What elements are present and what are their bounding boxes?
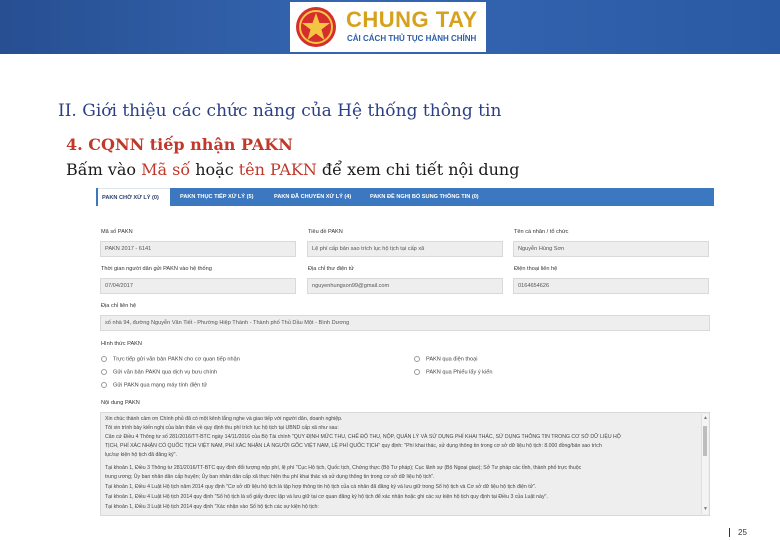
thoi-gian-label: Thời gian người dân gửi PAKN vào hệ thống xyxy=(101,266,212,272)
option-label: Trực tiếp gửi văn bản PAKN cho cơ quan tiếp nhận xyxy=(113,356,240,363)
instruction-suffix: để xem chi tiết nội dung xyxy=(316,160,520,179)
hinh-thuc-option-mang-may-tinh[interactable] xyxy=(101,382,207,388)
email-field[interactable]: nguyenhungson99@gmail.com xyxy=(307,278,503,294)
option-label: Gửi văn bản PAKN qua dịch vụ bưu chính xyxy=(113,369,218,376)
dien-thoai-label: Điện thoại liên hệ xyxy=(514,266,558,272)
radio-icon[interactable] xyxy=(101,382,107,388)
ten-ca-nhan-label: Tên cá nhân / tổ chức xyxy=(514,229,569,235)
page-number-value: 25 xyxy=(738,528,747,537)
tab-pakn-de-nghi-bo-sung[interactable]: PAKN ĐỀ NGHỊ BỔ SUNG THÔNG TIN (0) xyxy=(370,194,479,200)
star-emblem-icon xyxy=(294,5,338,49)
noi-dung-label: Nội dung PAKN xyxy=(101,400,140,406)
content-line: Căn cứ Điều 4 Thông tư số 281/2016/TT-BTC ngày 14/11/2016 của Bộ Tài chính "QUY ĐỊNH MỨC THU, CHẾ ĐỘ THU, NỘP, QUẢN LÝ VÀ SỬ DỤNG PHÍ KHAI THÁC, SỬ DỤNG THÔNG TIN TRONG CƠ SỞ DỮ LIỆU HỘ xyxy=(105,434,621,440)
hinh-thuc-option-phieu-lay-y-kien[interactable] xyxy=(414,369,492,375)
radio-icon[interactable] xyxy=(101,356,107,362)
content-line: TỊCH, PHÍ XÁC NHẬN CÓ QUỐC TỊCH VIỆT NAM, PHÍ XÁC NHẬN LÀ NGƯỜI GỐC VIỆT NAM, LỆ PHÍ QUỐC TỊCH" quy định: "Phí khai thác, sử dụng thông tin trong cơ sở dữ liệu hộ tịch: 8.000 đồng/bản sao trích xyxy=(105,443,602,449)
page-number xyxy=(729,528,747,537)
tab-pakn-cho-xu-ly[interactable]: PAKN CHỜ XỬ LÝ (0) xyxy=(98,188,170,206)
ten-ca-nhan-field[interactable]: Nguyễn Hùng Sơn xyxy=(513,241,709,257)
page-divider xyxy=(729,528,730,537)
content-line: Tại khoản 1, Điều 4 Luật Hộ tịch năm 2014 quy định "Cơ sở dữ liệu hộ tịch là tập hợp thông tin hộ tịch của cá nhân đã đăng ký và lưu giữ trong Sổ hộ tịch và Cơ sở dữ liệu hộ tịch điện tử". xyxy=(105,484,537,490)
dia-chi-field[interactable]: số nhà 94, đường Nguyễn Văn Tiết - Phường Hiệp Thành - Thành phố Thủ Dầu Một - Bình Dương xyxy=(100,315,710,331)
instruction-highlight-ma-so: Mã số xyxy=(141,160,191,179)
thoi-gian-field[interactable]: 07/04/2017 xyxy=(100,278,296,294)
content-line: trung ương; Ủy ban nhân dân cấp huyện; Ủy ban nhân dân cấp xã thực hiện thu phí khai thác và sử dụng thông tin trong cơ sở dữ liệu hộ tịch". xyxy=(105,474,435,480)
content-line: Tại khoản 1, Điều 3 Thông tư 281/2016/TT-BTC quy định đối tượng nộp phí, lệ phí "Cục Hộ tịch, Quốc tịch, Chứng thực (Bộ Tư pháp); Cục lãnh sự (Bộ Ngoại giao); Sở Tư pháp các tỉnh, thành phố trực thuộc xyxy=(105,465,582,471)
option-label: Gửi PAKN qua mạng máy tính điện tử xyxy=(113,382,208,389)
brand-name: CHUNG TAY xyxy=(346,7,478,32)
content-line: Tôi xin trình bày kiến nghị của bản thân về quy định thu phí trích lục hộ tịch tại UBND cấp xã như sau: xyxy=(105,425,339,431)
pakn-detail-form xyxy=(96,188,714,518)
hinh-thuc-option-truc-tiep[interactable] xyxy=(101,356,240,362)
hinh-thuc-label: Hình thức PAKN xyxy=(101,341,142,347)
scrollbar-thumb[interactable] xyxy=(703,426,707,456)
scroll-up-arrow-icon[interactable]: ▲ xyxy=(703,415,708,421)
content-scrollbar[interactable] xyxy=(701,414,708,514)
slide-title: II. Giới thiệu các chức năng của Hệ thống thông tin xyxy=(58,101,502,121)
instruction-text xyxy=(66,160,519,179)
brand-tagline: CẢI CÁCH THỦ TỤC HÀNH CHÍNH xyxy=(347,34,477,43)
top-banner xyxy=(0,0,780,54)
ma-so-field[interactable]: PAKN 2017 - 6141 xyxy=(100,241,296,257)
instruction-middle: hoặc xyxy=(190,160,239,179)
content-line: Tại khoản 1, Điều 3 Luật Hộ tịch 2014 quy định "Xác nhận vào Sổ hộ tịch các sự kiện hộ tịch: xyxy=(105,504,319,510)
hinh-thuc-option-dien-thoai[interactable] xyxy=(414,356,478,362)
chung-tay-logo xyxy=(290,2,486,52)
tab-pakn-thuc-tiep-xu-ly[interactable]: PAKN THỤC TIẾP XỬ LÝ (5) xyxy=(180,194,254,200)
hinh-thuc-option-buu-chinh[interactable] xyxy=(101,369,217,375)
radio-icon[interactable] xyxy=(414,356,420,362)
email-label: Địa chỉ thư điện tử xyxy=(308,266,355,272)
tieu-de-label: Tiêu đề PAKN xyxy=(308,229,343,235)
scroll-down-arrow-icon[interactable]: ▼ xyxy=(703,506,708,512)
content-line: Tại khoản 1, Điều 4 Luật Hộ tịch 2014 quy định "Sổ hộ tịch là sổ giấy được lập và lưu giữ tại cơ quan đăng ký hộ tịch để xác nhận hoặc ghi các sự kiện hộ tịch quy định tại Điều 3 của Luật này". xyxy=(105,494,548,500)
instruction-highlight-ten-pakn: tên PAKN xyxy=(238,160,317,179)
content-line: lục/sự kiện hộ tịch đã đăng ký". xyxy=(105,452,177,458)
tab-pakn-da-chuyen-xu-ly[interactable]: PAKN ĐÃ CHUYỂN XỬ LÝ (4) xyxy=(274,194,352,200)
noi-dung-textarea[interactable] xyxy=(100,412,710,516)
tieu-de-field[interactable]: Lệ phí cấp bản sao trích lục hộ tịch tại cấp xã xyxy=(307,241,503,257)
ma-so-label: Mã số PAKN xyxy=(101,229,133,235)
instruction-prefix: Bấm vào xyxy=(66,160,142,179)
radio-icon[interactable] xyxy=(101,369,107,375)
dia-chi-label: Địa chỉ liên hệ xyxy=(101,303,137,309)
option-label: PAKN qua Phiếu lấy ý kiến xyxy=(426,369,493,376)
option-label: PAKN qua điện thoại xyxy=(426,356,478,363)
pakn-tab-bar xyxy=(96,188,714,206)
slide-subtitle: 4. CQNN tiếp nhận PAKN xyxy=(66,135,293,154)
content-line: Xin chúc thành cảm ơn Chính phủ đã có một kênh lắng nghe và giao tiếp với người dân, doanh nghiệp. xyxy=(105,416,343,422)
radio-icon[interactable] xyxy=(414,369,420,375)
dien-thoai-field[interactable]: 0164654626 xyxy=(513,278,709,294)
